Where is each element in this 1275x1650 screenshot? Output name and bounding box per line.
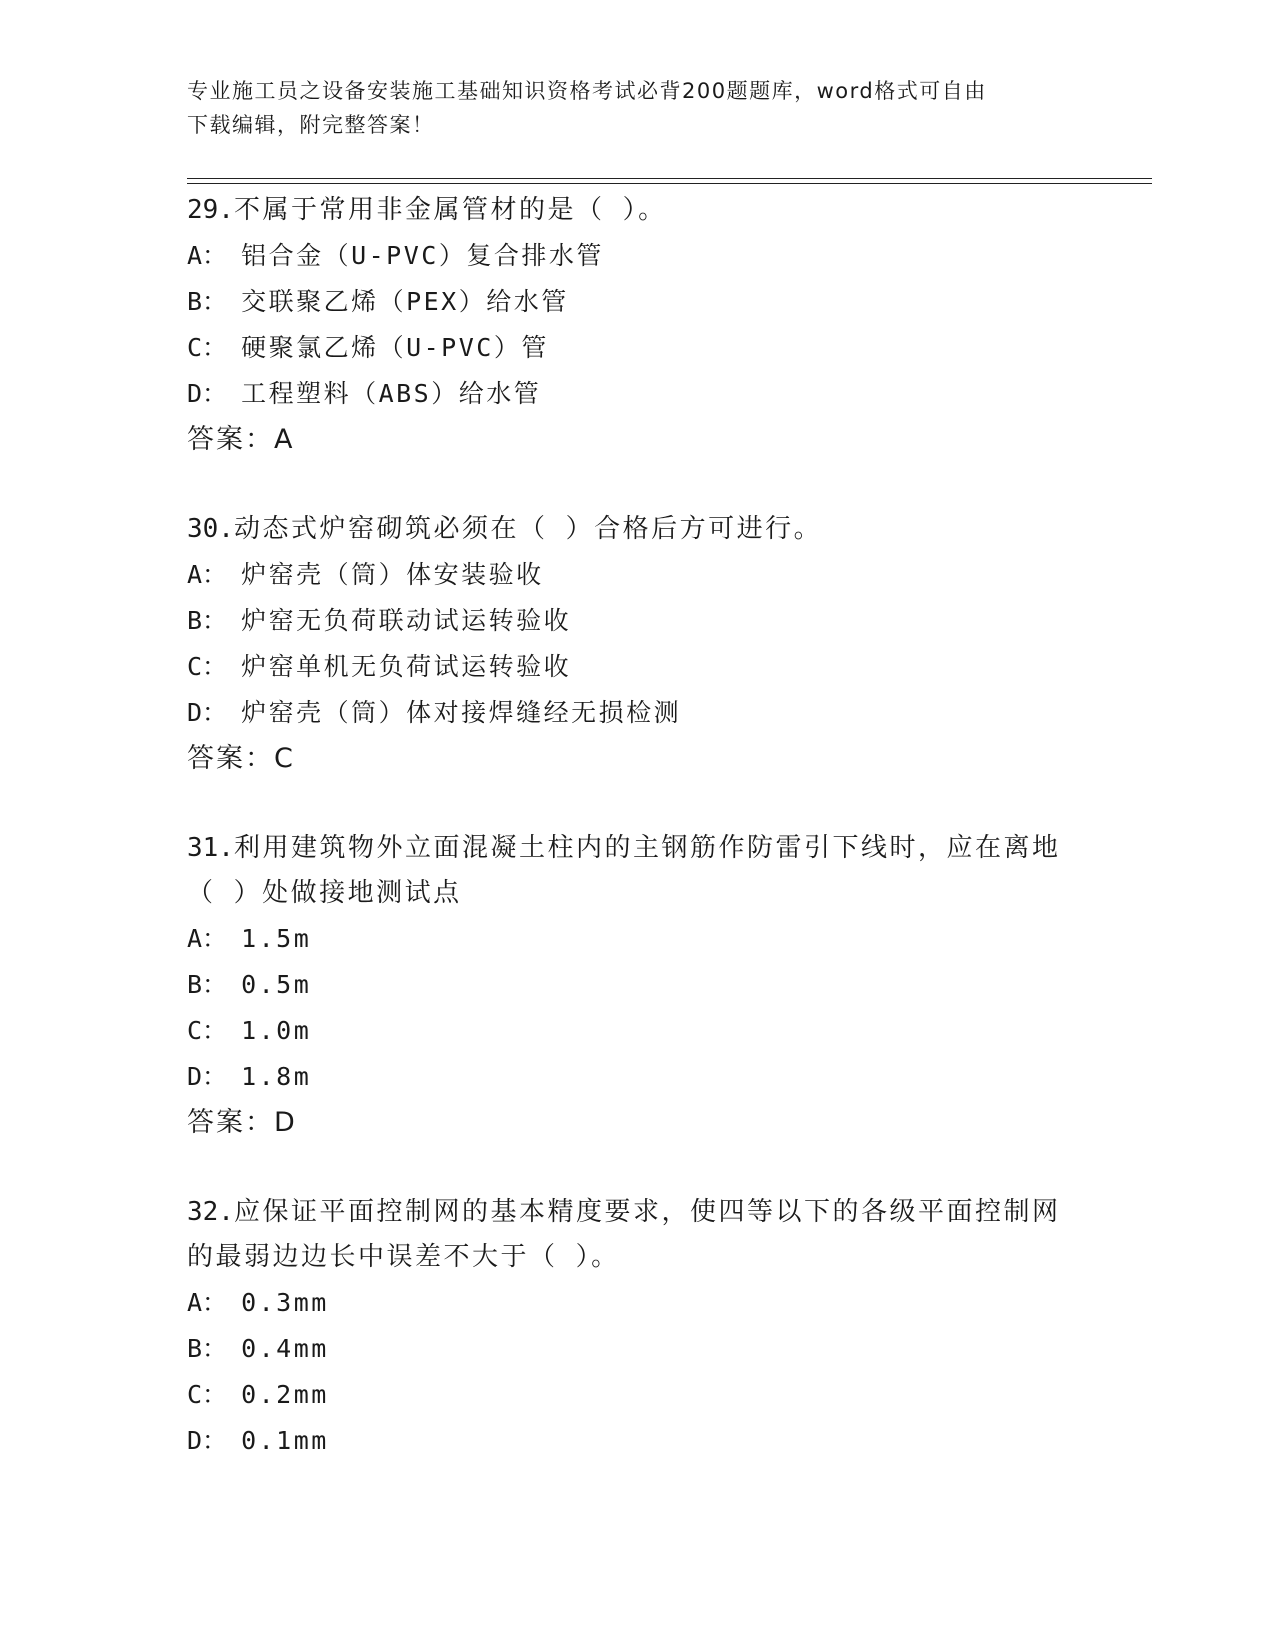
question-32: [187, 1190, 1087, 1464]
option-b: [187, 279, 1087, 325]
option-key: C：: [187, 652, 228, 681]
option-text: 1.0m: [241, 1016, 312, 1045]
option-key: B：: [187, 970, 228, 999]
question-31: [187, 826, 1087, 1146]
option-key: D：: [187, 379, 228, 408]
option-a: [187, 916, 1087, 962]
option-text: 炉窑无负荷联动试运转验收: [241, 606, 572, 635]
question-stem: 不属于常用非金属管材的是（ ）。: [233, 195, 667, 225]
header-line-2: 下载编辑，附完整答案！: [187, 113, 435, 137]
option-key: D：: [187, 1062, 228, 1091]
option-d: [187, 371, 1087, 417]
question-text: [187, 188, 1087, 233]
answer-line: 答案：A: [187, 424, 295, 455]
question-list: [187, 188, 1087, 1464]
option-text: 铝合金（U-PVC）复合排水管: [241, 241, 604, 270]
option-key: B：: [187, 1334, 228, 1363]
question-number: 29.: [187, 195, 234, 225]
header-line-1: 专业施工员之设备安装施工基础知识资格考试必背200题题库，word格式可自由: [187, 79, 987, 103]
option-text: 0.2mm: [241, 1380, 329, 1409]
option-d: [187, 1418, 1087, 1464]
option-c: [187, 1008, 1087, 1054]
question-number: 30.: [187, 514, 234, 544]
answer-line: 答案：C: [187, 743, 295, 774]
option-key: D：: [187, 698, 228, 727]
option-c: [187, 1372, 1087, 1418]
option-key: A：: [187, 924, 228, 953]
question-text: [187, 826, 1087, 916]
question-number: 32.: [187, 1197, 234, 1227]
option-c: [187, 644, 1087, 690]
option-d: [187, 690, 1087, 736]
question-text: [187, 507, 1087, 552]
option-key: D：: [187, 1426, 228, 1455]
option-key: C：: [187, 1016, 228, 1045]
option-text: 炉窑单机无负荷试运转验收: [241, 652, 572, 681]
header-divider-top: [187, 178, 1152, 179]
option-a: [187, 1280, 1087, 1326]
answer-line: 答案：D: [187, 1107, 297, 1138]
question-text: [187, 1190, 1087, 1280]
question-stem: 应保证平面控制网的基本精度要求，使四等以下的各级平面控制网的最弱边边长中误差不大于（ ）。: [187, 1197, 1061, 1272]
option-text: 硬聚氯乙烯（U-PVC）管: [241, 333, 549, 362]
option-text: 0.5m: [241, 970, 312, 999]
option-key: B：: [187, 606, 228, 635]
option-text: 炉窑壳（筒）体安装验收: [241, 560, 544, 589]
option-a: [187, 233, 1087, 279]
question-stem: 利用建筑物外立面混凝土柱内的主钢筋作防雷引下线时，应在离地（ ）处做接地测试点: [187, 833, 1061, 908]
option-text: 工程塑料（ABS）给水管: [241, 379, 542, 408]
document-header: [187, 74, 1067, 142]
option-key: A：: [187, 1288, 228, 1317]
option-text: 交联聚乙烯（PEX）给水管: [241, 287, 569, 316]
question-29: [187, 188, 1087, 463]
option-key: A：: [187, 241, 228, 270]
option-text: 炉窑壳（筒）体对接焊缝经无损检测: [241, 698, 682, 727]
option-key: A：: [187, 560, 228, 589]
option-text: 0.4mm: [241, 1334, 329, 1363]
option-text: 1.8m: [241, 1062, 312, 1091]
option-text: 0.3mm: [241, 1288, 329, 1317]
option-b: [187, 1326, 1087, 1372]
option-text: 0.1mm: [241, 1426, 329, 1455]
option-c: [187, 325, 1087, 371]
option-b: [187, 598, 1087, 644]
option-a: [187, 552, 1087, 598]
question-number: 31.: [187, 833, 234, 863]
option-text: 1.5m: [241, 924, 312, 953]
question-stem: 动态式炉窑砌筑必须在（ ）合格后方可进行。: [233, 514, 823, 544]
option-key: B：: [187, 287, 228, 316]
option-d: [187, 1054, 1087, 1100]
header-divider-bottom: [187, 183, 1152, 184]
question-30: [187, 507, 1087, 782]
option-b: [187, 962, 1087, 1008]
option-key: C：: [187, 333, 228, 362]
option-key: C：: [187, 1380, 228, 1409]
